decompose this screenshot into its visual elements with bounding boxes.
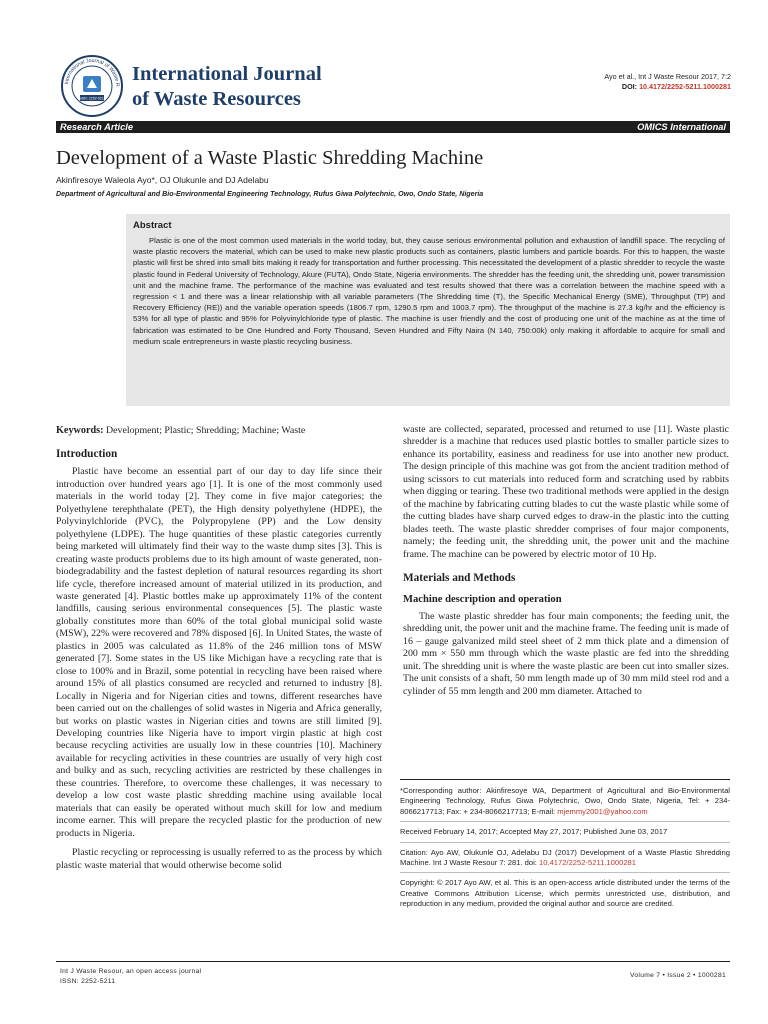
abstract-box [126, 214, 730, 406]
footnote-box [400, 781, 730, 914]
logo-issn: ISSN: 2252-5211 [78, 96, 106, 101]
intro-heading: Introduction [56, 448, 118, 461]
corresponding-author [400, 781, 730, 822]
doi-header [622, 82, 731, 91]
methods-heading: Materials and Methods [403, 571, 516, 584]
article-type: Research Article [60, 122, 134, 132]
methods-paragraph-1: The waste plastic shredder has four main components; the feeding unit, the shredding unit, the power unit and the machine frame. The feeding unit is made of 16 – gauge galvanized mild steel sheet of 2 mm thick plate and a dimension of 200 mm × 550 mm through which the waste plastic are fed into the shredding unit. The shredding unit is where the waste plastic are been cut into smaller sizes. The unit consists of a shaft, 50 mm length made up of 30 mm mild steel rod and a cylinder of 55 mm length and 200 mm diameter. Attached to [403, 610, 729, 697]
email-link[interactable]: mjemmy2001@yahoo.com [557, 806, 648, 816]
footer-journal: Int J Waste Resour, an open access journal [60, 968, 202, 975]
journal-title [132, 62, 322, 112]
left-column [56, 424, 382, 872]
footnote-rule [400, 779, 730, 780]
corresponding-text: *Corresponding author: Akinfiresoye WA, Department of Agricultural and Bio-Environmental Engineering Technology, Rufus Giwa Polytechnic, Owo, Ondo State, Nigeria, Tel: + 234-8066217713; Fax: + 234-8066217713; E-mail: [400, 786, 730, 816]
affiliation: Department of Agricultural and Bio-Environmental Engineering Technology, Rufus Giwa Polytechnic, Owo, Ondo State, Nigeria [56, 190, 484, 198]
intro-paragraph-2: Plastic recycling or reprocessing is usually referred to as the process by which plastic waste material that would otherwise become solid [56, 847, 382, 871]
citation-header: Ayo et al., Int J Waste Resour 2017, 7:2 [604, 72, 731, 81]
article-dates: Received February 14, 2017; Accepted May 27, 2017; Published June 03, 2017 [400, 822, 730, 842]
footer-issn: ISSN: 2252-5211 [60, 978, 116, 985]
keywords-label: Keywords: [56, 425, 104, 436]
journal-logo-icon [60, 54, 124, 118]
footer-volume: Volume 7 • Issue 2 • 1000281 [630, 972, 726, 979]
right-column [403, 424, 729, 698]
abstract-heading: Abstract [133, 220, 172, 231]
doi-label: DOI: [621, 82, 638, 91]
article-title: Development of a Waste Plastic Shredding Machine [56, 147, 484, 169]
citation-doi-link[interactable]: 10.4172/2252-5211.1000281 [539, 858, 636, 868]
keywords [56, 425, 382, 437]
keywords-list: Development; Plastic; Shredding; Machine; Waste [103, 425, 306, 436]
footer-rule [56, 961, 730, 962]
logo-text: International Journal of Waste R [64, 57, 121, 87]
journal-title-line1: International Journal [132, 63, 322, 85]
journal-title-line2: of Waste Resources [132, 88, 301, 110]
right-paragraph-1: waste are collected, separated, processed and returned to use [11]. Waste plastic shredder is a machine that reduces used plastic bottles to smaller particle sizes to enhance its portability, easiness and readiness for use into another new product. The design principle of this machine was got from the ancient tradition method of using scissors to cut materials into reduced form and scratching used by rabbits when digging or tearing. These two traditional methods were applied in the design of the machine by fabricating cutting blades to cut the waste plastic while some of the cutting blades have sharp curved edges to draw-in the plastic into the cutting blades teeth. The waste plastic shredder comprises of four major components, namely; the feeding unit, the shredding unit, the power unit and the machine frame. The machine can be powered by electric motor of 10 Hp. [403, 424, 729, 560]
authors: Akinfiresoye Waleola Ayo*, OJ Olukunle and DJ Adelabu [56, 175, 269, 185]
publisher-name: OMICS International [637, 122, 726, 132]
doi-link[interactable]: 10.4172/2252-5211.1000281 [639, 82, 731, 91]
citation-block [400, 843, 730, 874]
machine-description-heading: Machine description and operation [403, 593, 562, 605]
article-type-bar [56, 121, 730, 133]
citation-text: Citation: Ayo AW, Olukunle OJ, Adelabu DJ (2017) Development of a Waste Plastic Shredding Machine. Int J Waste Resour 7: 281. doi: [400, 847, 730, 868]
intro-paragraph-1: Plastic have become an essential part of our day to day life since their introduction over hundred years ago [1]. It is one of the most commonly used materials in the world today [2]. They come in five major categories; the Polyethylene terephthalate (PET), the High density polyethylene (HDPE), the Polyvinylchloride (PVC), the Polypropylene (PP) and the Low density polyethylene (LDPE). The huge quantities of these plastic categories currently being marketed will ultimately find their way to the waste dump sites [3]. This is creating waste products problems due to its high amount of waste generated, non-biodegradability and the fastest depletion of natural resources regarding its short life cycle, therefore increased amount of material utilized in its production, and waste generated [4]. Plastic bottles make up approximately 11% of the content landfills, causing serious environmental consequences [5]. The plastic waste globally constitutes more than 60% of the total global municipal solid waste (MSW), 22% were recovered and 78% disposed [6]. In United States, the waste of plastics in 2005 was calculated as 11.8% of the 246 million tons of MSW generated [7]. Some states in the US like Michigan have a recycling rate that is close to 100% and in Brazil, some potential in recycling have been raised where around 15% of all plastics consumed are recycled and returned to industry [8]. Locally in Nigeria and for Nigerian cities and towns, different researches have been carried out on the challenges of solid wastes in Nigeria and Africa generally, but works on plastic wastes in Nigerian cities and towns are still limited [9]. Developing countries like Nigeria have to import virgin plastic at high cost because recycling activities are usually low in these countries [10]. Machinery available for recycling activities in these countries are usually of very high cost and bulky and as such, recycling activities are restricted by these challenges in these countries. Therefore, to overcome these challenges, it was necessary to develop a low cost waste plastic shredding machine using available local materials that can easily be operated without much skill for low and medium income earner. This will prepare the recycled plastic for the production of new products in Nigeria. [56, 466, 382, 839]
abstract-text: Plastic is one of the most common used materials in the world today, but, they cause serious environmental pollution and exhaustion of landfill space. The recycling of waste plastic recovers the material, which can be used to make new plastic products such as containers, plastic lumbers and particle boards. For this to happen, the waste plastic will first be shred into small bits making it ready for transportation and further processing. This necessitated the development of a plastic shredder to recycle the waste plastic found in Federal University of Technology, Akure (FUTA), Ondo State, Nigeria environments. The shredder has the feeding unit, the shredding unit, power transmission unit and the machine frame. The performance of the machine was evaluated and test results showed that there was a correlation between the machine speed with a regression < 1 and there was a linear relationship with all variable parameters (The Shredding time (T), the Specific Mechanical Energy (SME), Throughput (TP) and Recovery Efficiency (RE)) and the variable operation speeds (1806.7 rpm, 1290.5 rpm and 1003.7 rpm). The throughput of the machine is 27.3 kg/hr and the efficiency is 53% for all type of plastic and 95% for Polyvinylchloride type of plastic. The machine is user friendly and the cost of producing one unit of the machine as at the time of fabrication was estimated to be One Hundred and Forty Thousand, Seven Hundred and Fifty Naira (N 140, 750:00k) only making it affordable to acquire for small and medium scale entrepreneurs in waste plastic recycling business. [133, 236, 725, 346]
copyright-block: Copyright: © 2017 Ayo AW, et al. This is an open-access article distributed under the terms of the Creative Commons Attribution License, which permits unrestricted use, distribution, and reproduction in any medium, provided the original author and source are credited. [400, 878, 730, 909]
